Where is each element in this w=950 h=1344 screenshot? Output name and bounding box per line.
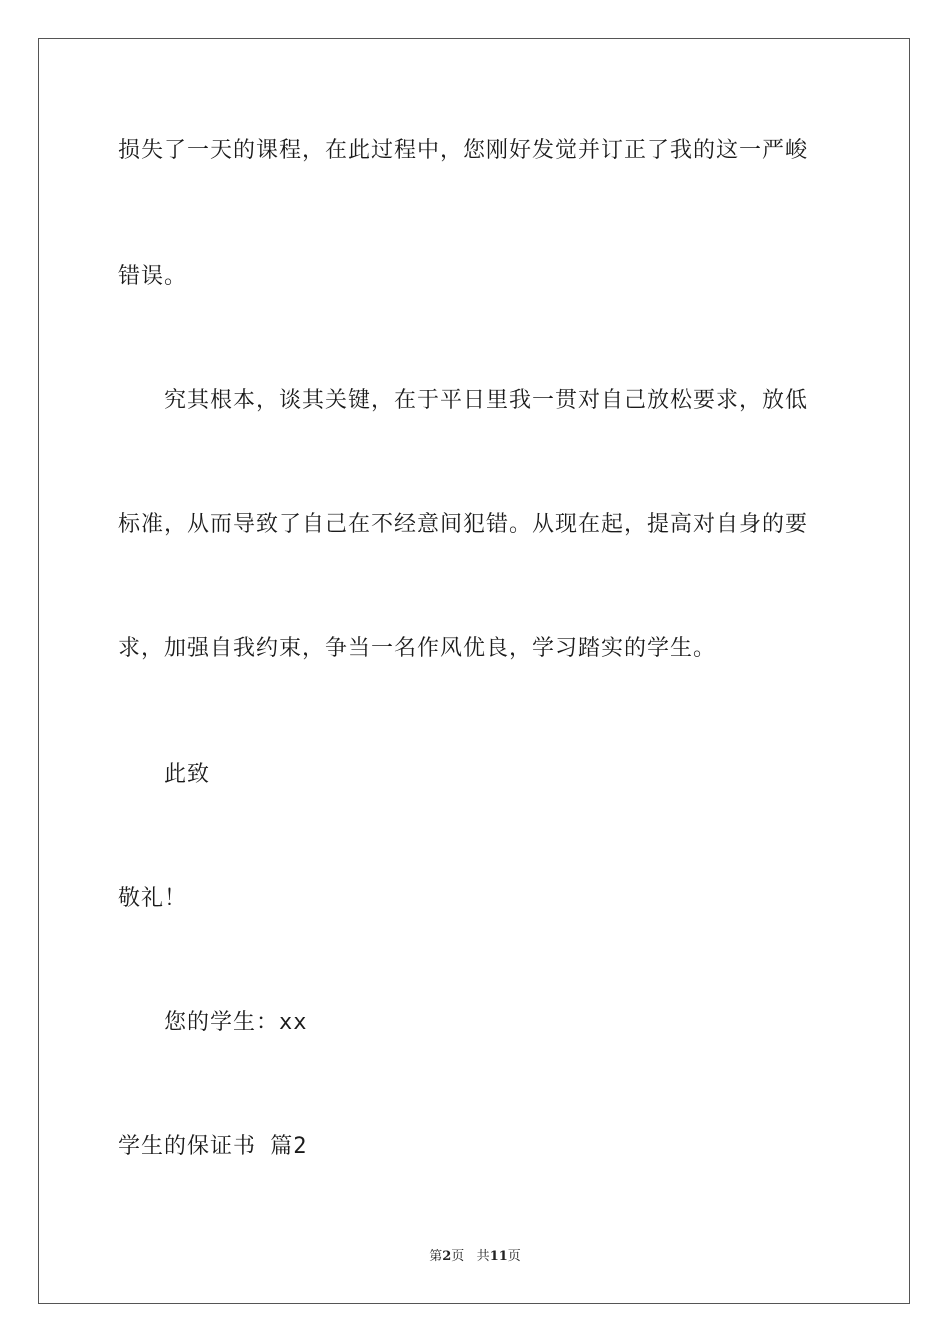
section-heading: 学生的保证书 篇2: [118, 1134, 308, 1159]
closing-line: 此致: [164, 762, 211, 787]
body-line-1: 损失了一天的课程，在此过程中，您刚好发觉并订正了我的这一严峻: [118, 138, 809, 163]
body-line-2: 错误。: [118, 264, 188, 289]
signature-line: 您的学生：xx: [164, 1010, 308, 1035]
page-number: 2: [442, 1249, 452, 1264]
total-suffix: 页: [507, 1249, 521, 1264]
total-pages: 11: [489, 1249, 508, 1264]
page-suffix: 页: [451, 1249, 465, 1264]
body-line-3: 究其根本，谈其关键，在于平日里我一贯对自己放松要求，放低: [164, 388, 809, 413]
page-frame: [38, 38, 910, 1304]
body-line-4: 标准，从而导致了自己在不经意间犯错。从现在起，提高对自身的要: [118, 512, 809, 537]
salutation-line: 敬礼！: [118, 886, 188, 911]
total-prefix: 共: [476, 1249, 490, 1264]
page-footer: [0, 1248, 950, 1266]
page-prefix: 第: [429, 1249, 443, 1264]
body-line-5: 求，加强自我约束，争当一名作风优良，学习踏实的学生。: [118, 636, 717, 661]
